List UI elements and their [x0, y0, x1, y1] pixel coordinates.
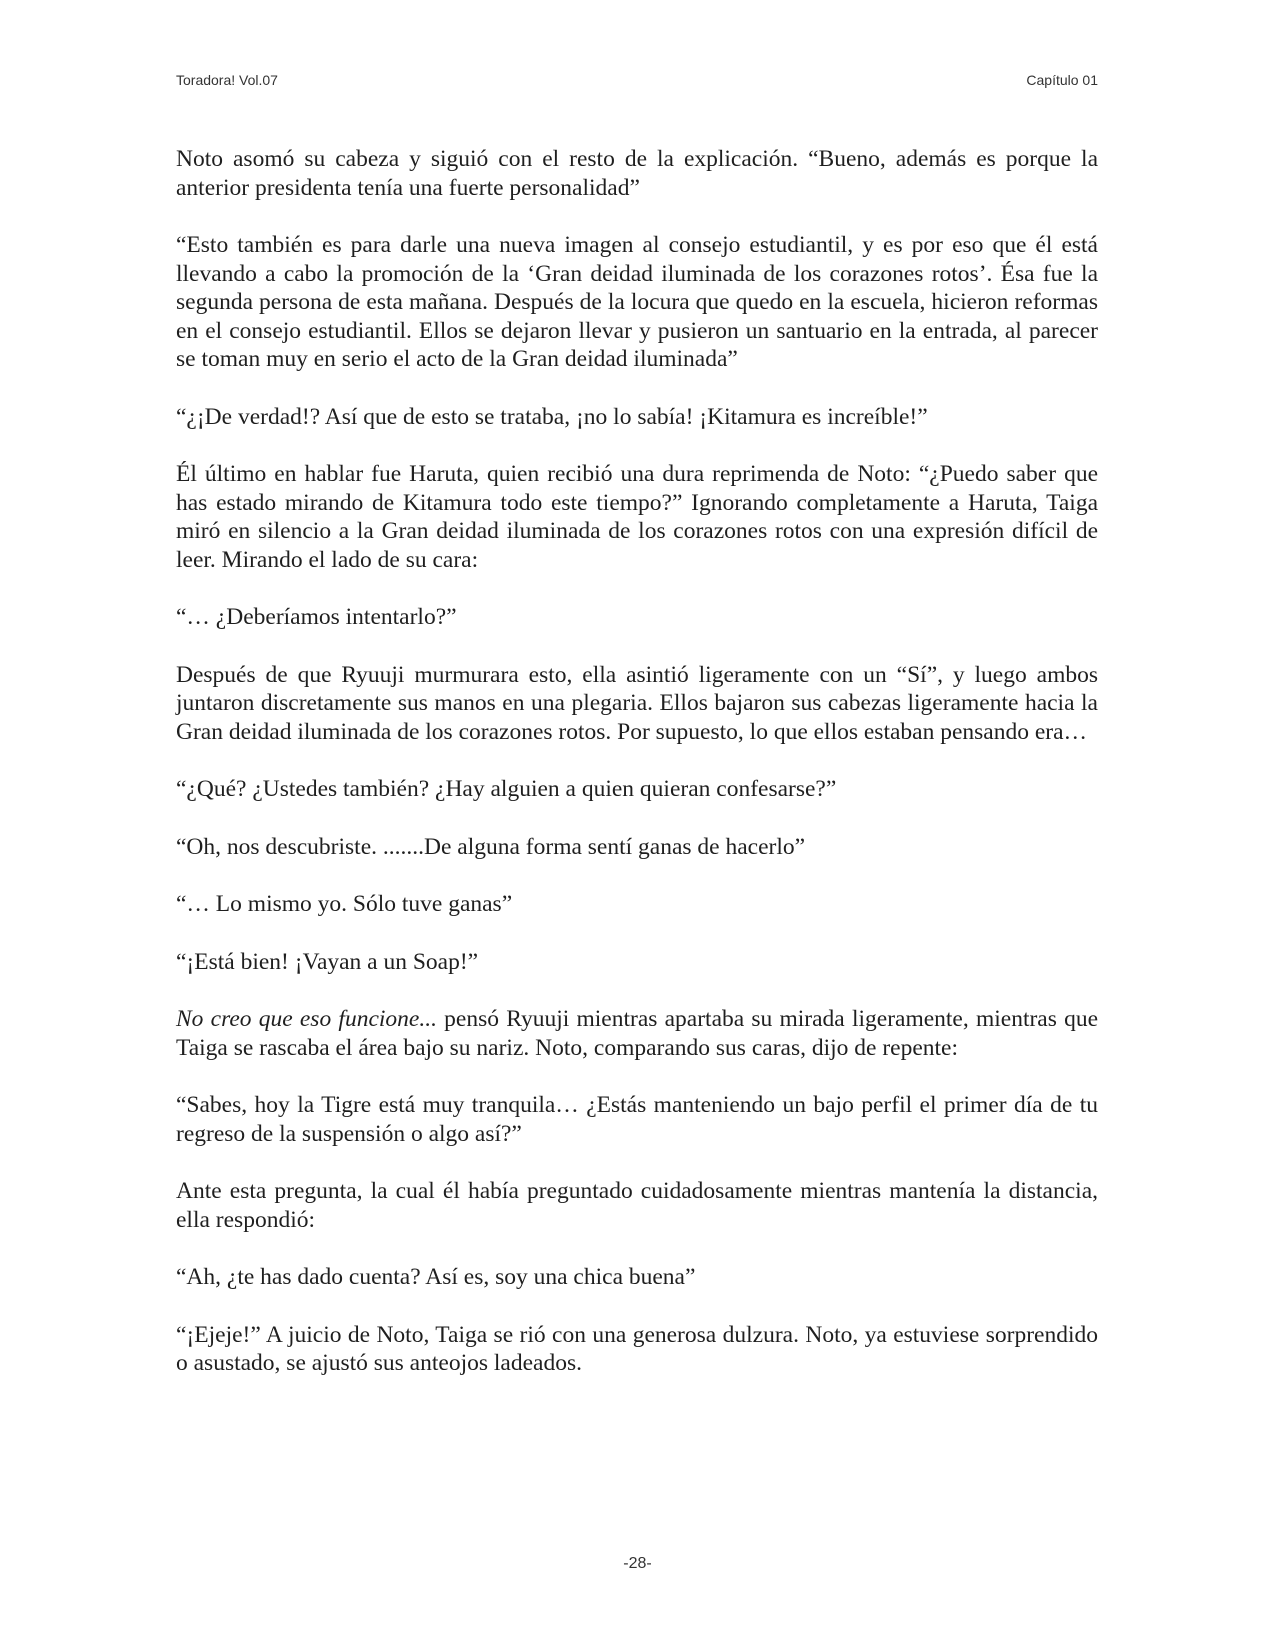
- paragraph: “¿Qué? ¿Ustedes también? ¿Hay alguien a quien quieran confesarse?”: [176, 776, 837, 802]
- paragraph: Él último en hablar fue Haruta, quien recibió una dura reprimenda de Noto: “¿Puedo saber que has estado mirando de Kitamura todo este tiempo?” Ignorando completamente a Haruta, Taiga miró en silencio a la Gran deidad iluminada de los corazones rotos con una expresión difícil de leer. Mirando el lado de su cara:: [176, 461, 1098, 573]
- paragraph: Después de que Ryuuji murmurara esto, ella asintió ligeramente con un “Sí”, y luego ambos juntaron discretamente sus manos en una plegaria. Ellos bajaron sus cabezas ligeramente hacia la Gran deidad iluminada de los corazones rotos. Por supuesto, lo que ellos estaban pensando era…: [176, 661, 1098, 745]
- paragraph: “¡Ejeje!” A juicio de Noto, Taiga se rió con una generosa dulzura. Noto, ya estuviese sorprendido o asustado, se ajustó sus anteojos ladeados.: [176, 1321, 1098, 1376]
- paragraph: Ante esta pregunta, la cual él había preguntado cuidadosamente mientras mantenía la distancia, ella respondió:: [176, 1178, 1098, 1233]
- italic-thought: No creo que eso funcione...: [176, 1006, 437, 1032]
- paragraph: “¡Está bien! ¡Vayan a un Soap!”: [176, 948, 479, 975]
- page-header: [176, 72, 1098, 88]
- paragraph-with-italic: [176, 1005, 1098, 1062]
- paragraph: “Oh, nos descubriste. .......De alguna forma sentí ganas de hacerlo”: [176, 833, 806, 860]
- paragraph: “Esto también es para darle una nueva imagen al consejo estudiantil, y es por eso que él está llevando a cabo la promoción de la ‘Gran deidad iluminada de los corazones rotos’. Ésa fue la segunda persona de esta mañana. Después de la locura que quedo en la escuela, hicieron reformas en el consejo estudiantil. Ellos se dejaron llevar y pusieron un santuario en la entrada, al parecer se toman muy en serio el acto de la Gran deidad iluminada”: [176, 232, 1098, 372]
- paragraph: “… ¿Deberíamos intentarlo?”: [176, 604, 457, 630]
- paragraph: “Sabes, hoy la Tigre está muy tranquila… ¿Estás manteniendo un bajo perfil el primer día de tu regreso de la suspensión o algo así?”: [176, 1092, 1098, 1147]
- paragraph: “¿¡De verdad!? Así que de esto se trataba, ¡no lo sabía! ¡Kitamura es increíble!”: [176, 403, 928, 430]
- paragraph: Noto asomó su cabeza y siguió con el resto de la explicación. “Bueno, además es porque la anterior presidenta tenía una fuerte personalidad”: [176, 146, 1098, 201]
- header-book-title: Toradora! Vol.07: [176, 72, 278, 88]
- body-text: [176, 145, 1098, 1378]
- page-number: -28-: [623, 1555, 652, 1572]
- paragraph-rest: pensó Ryuuji mientras apartaba su mirada ligeramente, mientras que Taiga se rascaba el área bajo su nariz. Noto, comparando sus caras, dijo de repente:: [176, 1006, 1099, 1061]
- paragraph: “… Lo mismo yo. Sólo tuve ganas”: [176, 891, 513, 917]
- paragraph: “Ah, ¿te has dado cuenta? Así es, soy una chica buena”: [176, 1264, 696, 1290]
- header-chapter: Capítulo 01: [1026, 72, 1098, 88]
